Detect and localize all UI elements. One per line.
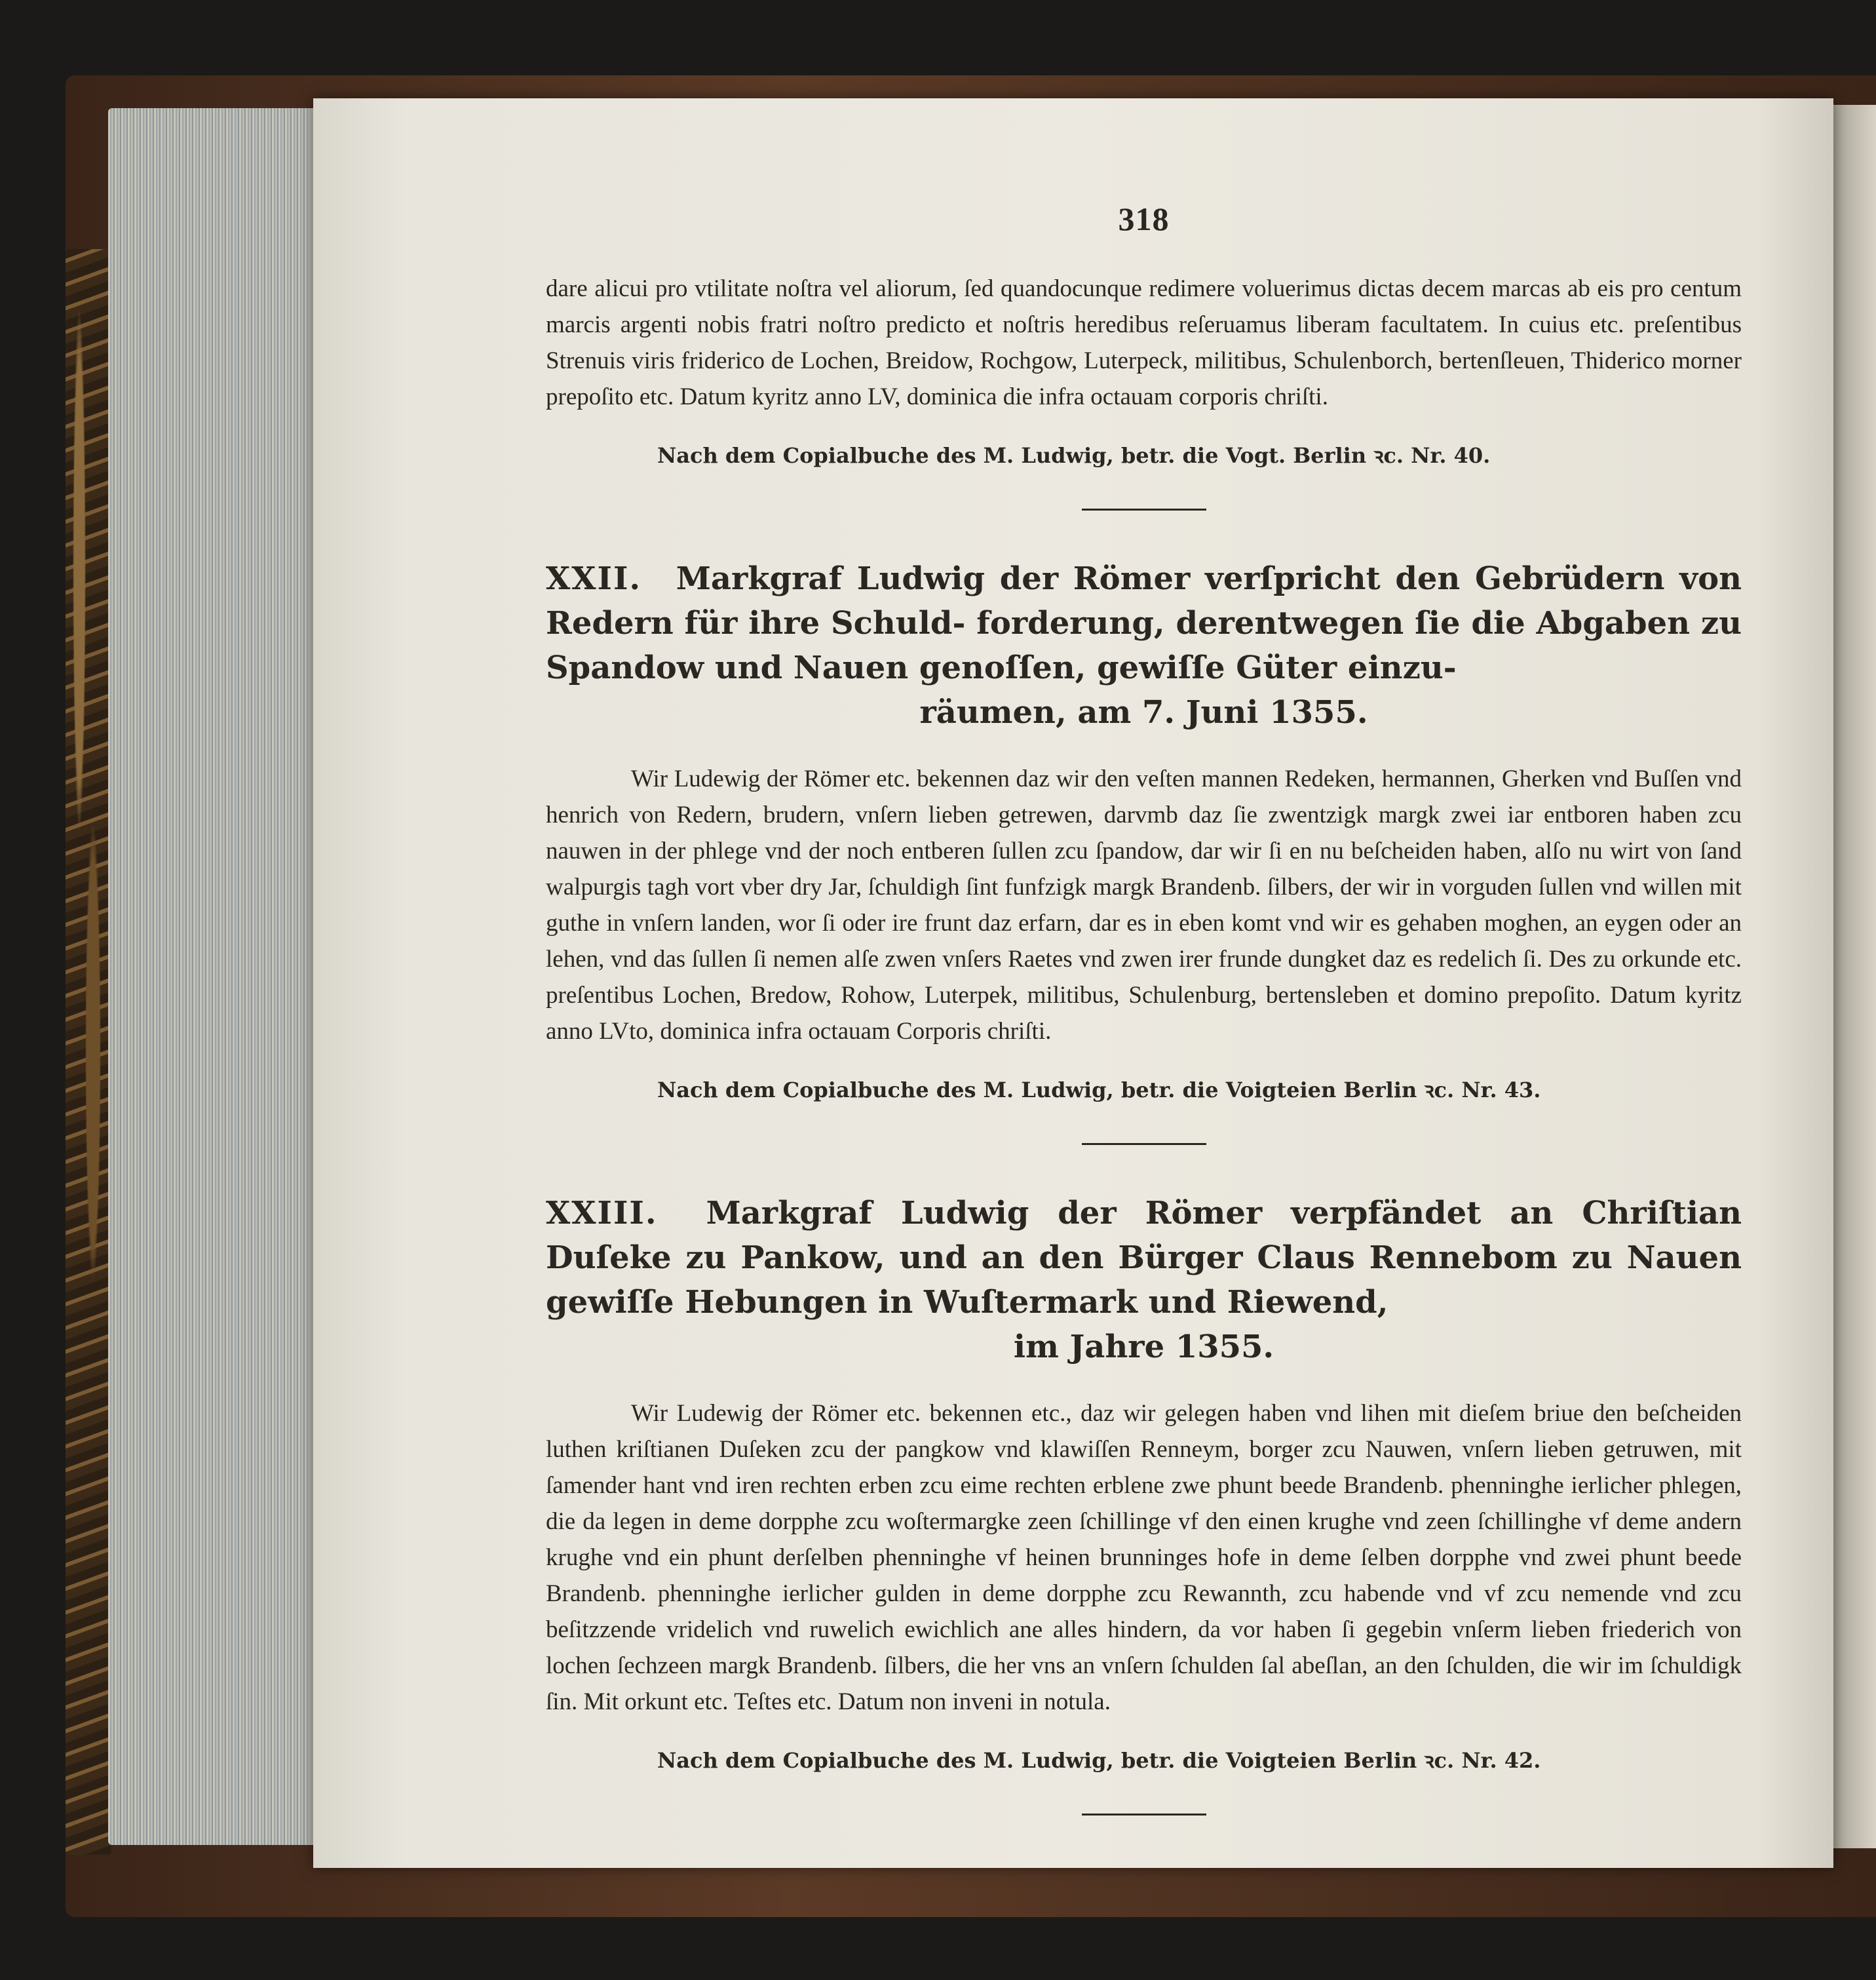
section-title: Markgraf Ludwig der Römer verſpricht den Gebrüdern von Redern für ihre Schuld- forderung, derentwegen ſie die Abgaben zu Spandow und Nauen genoſſen, gewiſſe Güter einzu-	[546, 560, 1742, 686]
section-heading-22	[546, 556, 1742, 735]
section-heading-23	[546, 1191, 1742, 1369]
source-citation: Nach dem Copialbuche des M. Ludwig, betr. die Vogt. Berlin ꝛc. Nr. 40.	[657, 443, 1491, 468]
marbled-edge	[66, 249, 111, 1855]
source-citation: Nach dem Copialbuche des M. Ludwig, betr. die Voigteien Berlin ꝛc. Nr. 43.	[657, 1077, 1541, 1102]
section-title-end: räumen, am 7. Juni 1355.	[919, 694, 1368, 731]
page-number: 318	[1118, 201, 1170, 237]
section-title: Markgraf Ludwig der Römer verpfändet an Chriſtian Duſeke zu Pankow, und an den Bürger Claus Rennebom zu Nauen gewiſſe Hebungen in Wuſtermark und Riewend,	[546, 1195, 1742, 1321]
section-text-23: Wir Ludewig der Römer etc. bekennen etc., daz wir gelegen haben vnd lihen mit dieſem briue den beſcheiden luthen kriſtianen Duſeken zcu der pangkow vnd klawiſſen Renneym, borger zcu Nauwen, vnſern lieben getruwen, mit ſamender hant vnd iren rechten erben zcu eime rechten erblene zwe phunt beede Brandenb. phenninghe ierlicher phlegen, die da legen in deme dorpphe zcu woſtermargke zeen ſchillinge vf den einen krughe vnd zeen ſchillinghe vf deme andern krughe vnd ein phunt derſelben phenninghe vf heinen brunninges hofe in deme ſelben dorpphe vnd zwei phunt beede Brandenb. phenninghe ierlicher gulden in deme dorpphe zcu Rewannth, zcu habende vnd vf zcu nemende vnd zcu beſitzzende vridelich vnd ruwelich ewichlich ane alles hindern, da vor haben ſi gegebin vnſerm lieben friederich von lochen ſechzeen margk Brandenb. ſilbers, die her vns an vnſern ſchulden ſal abeſlan, an den ſchulden, die wir im ſchuldigk ſin. Mit orkunt etc. Teſtes etc. Datum non inveni in notula.	[546, 1400, 1742, 1715]
section-number: XXII.	[546, 560, 642, 597]
section-divider	[1082, 1143, 1206, 1145]
source-citation: Nach dem Copialbuche des M. Ludwig, betr. die Voigteien Berlin ꝛc. Nr. 42.	[657, 1748, 1541, 1773]
section-title-end: im Jahre 1355.	[1013, 1329, 1274, 1365]
page-content	[546, 200, 1742, 1815]
section-divider	[1082, 509, 1206, 511]
section-number: XXIII.	[546, 1195, 658, 1232]
section-divider	[1082, 1814, 1206, 1815]
facing-page-edge	[1833, 105, 1876, 1848]
continued-text: dare alicui pro vtilitate noſtra vel aliorum, ſed quandocunque redimere voluerimus dictas decem marcas ab eis pro centum marcis argenti nobis fratri noſtro predicto et noſtris heredibus reſeruamus liberam facultatem. In cuius etc. preſentibus Strenuis viris friderico de Lochen, Breidow, Rochgow, Luterpeck, militibus, Schulenborch, bertenſleuen, Thiderico morner prepoſito etc. Datum kyritz anno LV, dominica die infra octauam corporis chriſti.	[546, 275, 1742, 410]
section-text-22: Wir Ludewig der Römer etc. bekennen daz wir den veſten mannen Redeken, hermannen, Gherken vnd Buſſen vnd henrich von Redern, brudern, vnſern lieben getrewen, darvmb daz ſie zwentzigk margk zwei iar entboren haben zcu nauwen in der phlege vnd der noch entberen ſullen zcu ſpandow, dar wir ſi en nu beſcheiden haben, alſo nu wirt von ſand walpurgis tagh vort vber dry Jar, ſchuldigh ſint funfzigk margk Brandenb. ſilbers, der wir in vorguden ſullen vnd willen mit guthe in vnſern landen, wor ſi oder ire frunt daz erfarn, dar es in eben komt vnd wir es gehaben moghen, an eygen oder an lehen, vnd das ſullen ſi nemen alſe zwen vnſers Raetes vnd zwen irer frunde dungket daz es redelich ſi. Des zu orkunde etc. preſentibus Lochen, Bredow, Rohow, Luterpek, militibus, Schulenburg, bertensleben et domino prepoſito. Datum kyritz anno LVto, dominica infra octauam Corporis chriſti.	[546, 766, 1742, 1045]
page-edges	[108, 108, 318, 1845]
